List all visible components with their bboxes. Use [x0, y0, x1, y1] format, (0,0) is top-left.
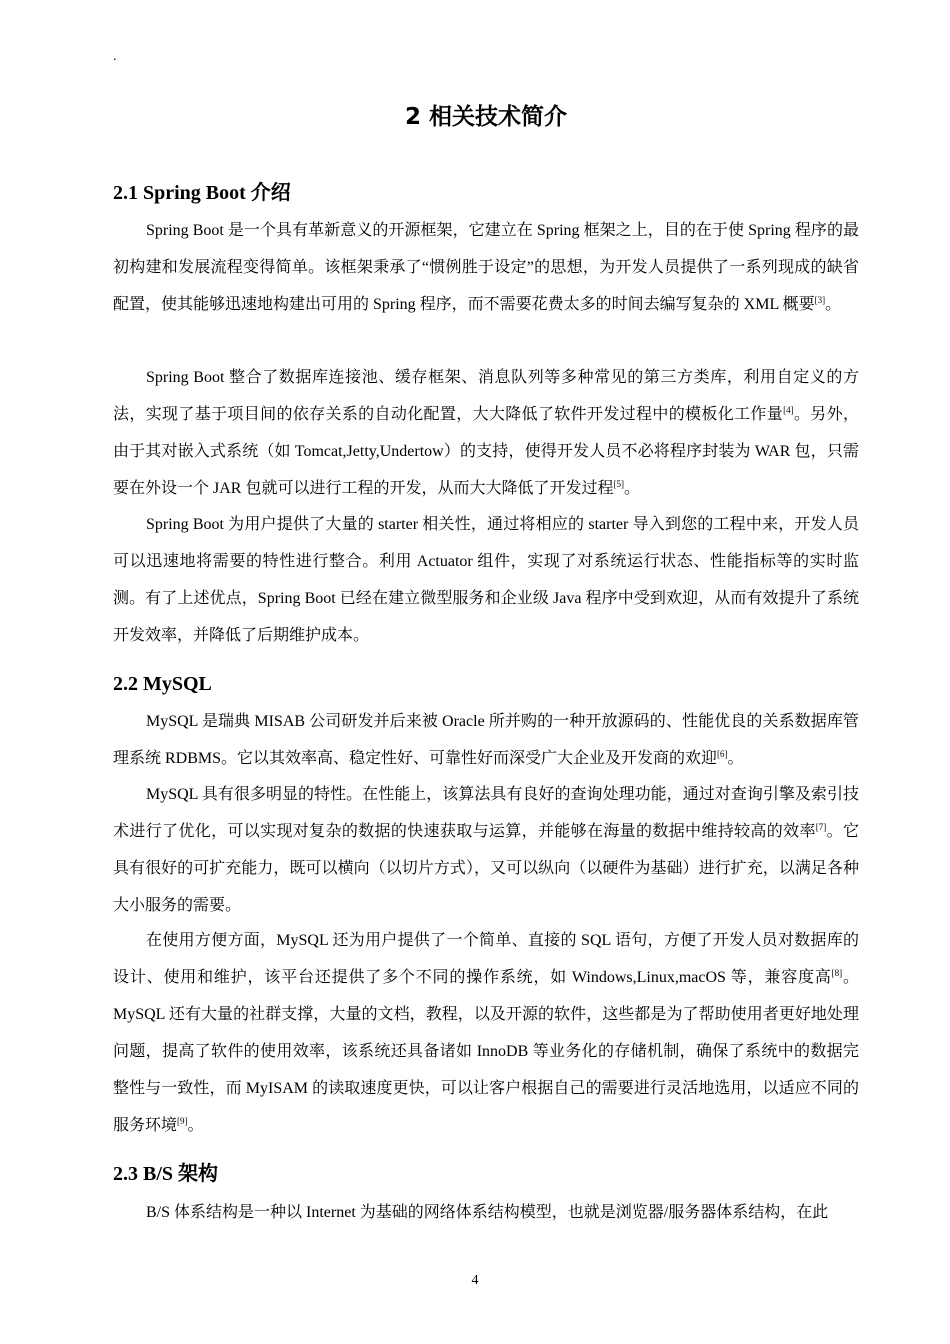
header-mark: . — [113, 49, 117, 64]
section-heading-mysql: 2.2 MySQL — [113, 673, 212, 695]
paragraph: MySQL 具有很多明显的特性。在性能上，该算法具有良好的查询处理功能，通过对查询引擎及索引技术进行了优化，可以实现对复杂的数据的快速获取与运算，并能够在海量的数据中维持较高的效率[7]。它具有很好的可扩充能力，既可以横向（以切片方式），又可以纵向（以硬件为基础）进行扩充，以满足各种大小服务的需要。 — [113, 786, 859, 914]
page-number: 4 — [471, 1273, 479, 1288]
citation: [7] — [815, 822, 827, 832]
citation: [8] — [831, 968, 843, 978]
paragraph: Spring Boot 整合了数据库连接池、缓存框架、消息队列等多种常见的第三方类库，利用自定义的方法，实现了基于项目间的依存关系的自动化配置，大大降低了软件开发过程中的模板化工作量[4]。另外，由于其对嵌入式系统（如 Tomcat,Jetty,Undertow）的支持，使得开发人员不必将程序封装为 WAR 包，只需要在外设一个 JAR 包就可以进行工程的开发，从而大大降低了开发过程[5]。 — [113, 369, 859, 497]
citation: [6] — [717, 749, 728, 759]
paragraph: B/S 体系结构是一种以 Internet 为基础的网络体系结构模型，也就是浏览器/服务器体系结构，在此 — [146, 1204, 829, 1221]
paragraph: MySQL 是瑞典 MISAB 公司研发并后来被 Oracle 所并购的一种开放源码的、性能优良的关系数据库管理系统 RDBMS。它以其效率高、稳定性好、可靠性好而深受广大企业及开发商的欢迎[6]。 — [113, 713, 859, 767]
chapter-title: 2 相关技术简介 — [404, 104, 567, 130]
citation: [9] — [177, 1116, 188, 1126]
section-heading-bs-architecture: 2.3 B/S 架构 — [113, 1163, 219, 1185]
citation: [5] — [613, 479, 624, 489]
section-heading-spring-boot: 2.1 Spring Boot 介绍 — [113, 182, 291, 204]
citation: [4] — [783, 405, 794, 415]
paragraph: Spring Boot 为用户提供了大量的 starter 相关性，通过将相应的 starter 导入到您的工程中来，开发人员可以迅速地将需要的特性进行整合。利用 Actuator 组件，实现了对系统运行状态、性能指标等的实时监测。有了上述优点，Spring Boot 已经在建立微型服务和企业级 Java 程序中受到欢迎，从而有效提升了系统开发效率，并降低了后期维护成本。 — [113, 516, 859, 644]
paragraph: 在使用方便方面，MySQL 还为用户提供了一个简单、直接的 SQL 语句，方便了开发人员对数据库的设计、使用和维护，该平台还提供了多个不同的操作系统，如 Windows,Linux,macOS 等，兼容度高[8]。MySQL 还有大量的社群支撑，大量的文档，教程，以及开源的软件，这些都是为了帮助使用者更好地处理问题，提高了软件的使用效率，该系统还具备诸如 InnoDB 等业务化的存储机制，确保了系统中的数据完整性与一致性，而 MyISAM 的读取速度更快，可以让客户根据自己的需要进行灵活地选用，以适应不同的服务环境[9]。 — [113, 932, 859, 1134]
citation: [3] — [814, 295, 826, 305]
paragraph: Spring Boot 是一个具有革新意义的开源框架，它建立在 Spring 框架之上，目的在于使 Spring 程序的最初构建和发展流程变得简单。该框架秉承了“惯例胜于设定”的思想，为开发人员提供了一系列现成的缺省配置，使其能够迅速地构建出可用的 Spring 程序，而不需要花费太多的时间去编写复杂的 XML 概要[3]。 — [113, 222, 859, 313]
